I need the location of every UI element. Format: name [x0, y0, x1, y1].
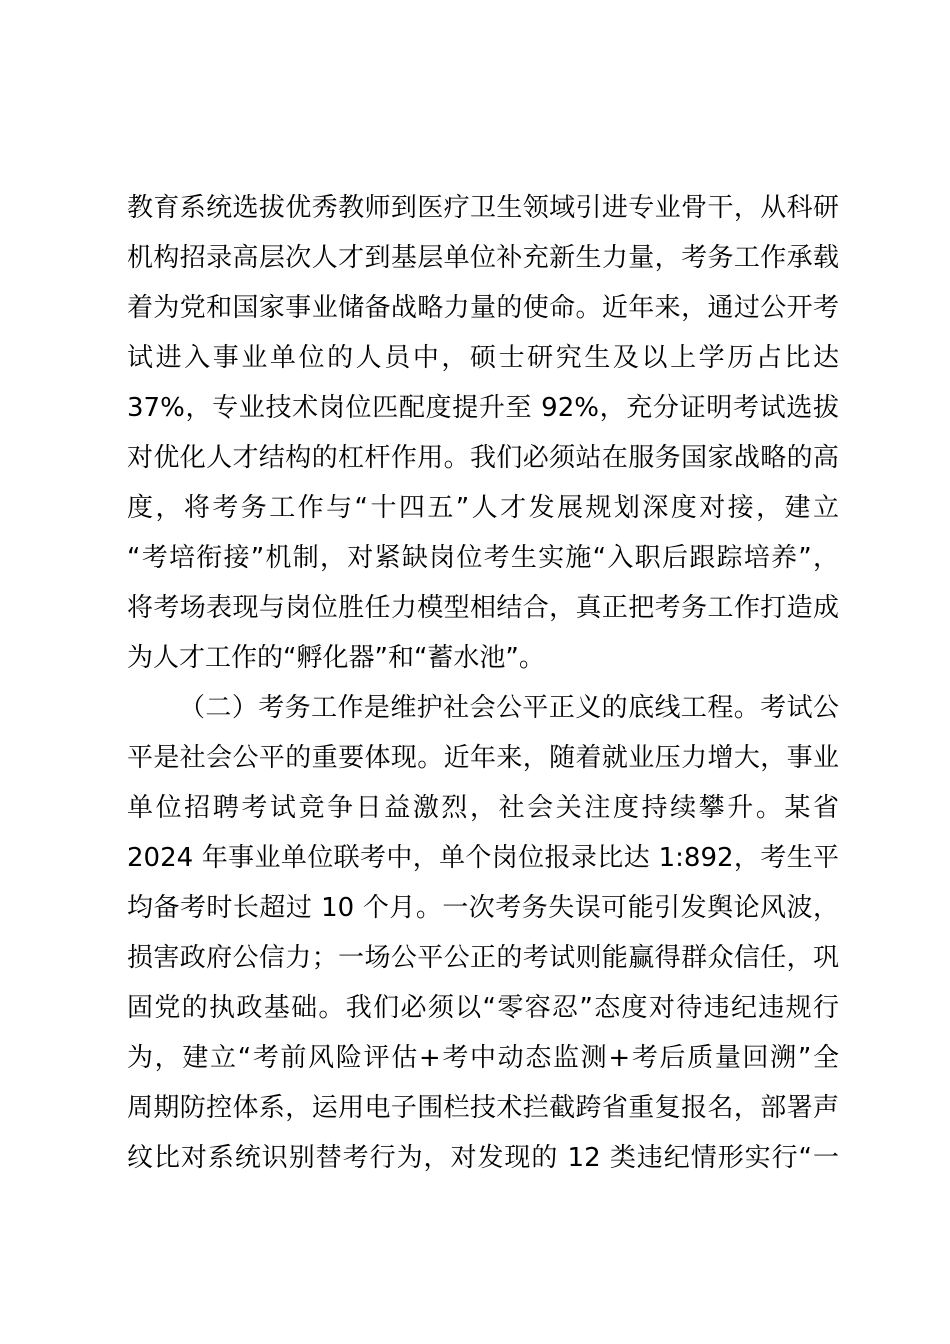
text-line: 试进入事业单位的人员中，硕士研究生及以上学历占比达 — [127, 343, 839, 373]
text-line: 2024 年事业单位联考中，单个岗位报录比达 1:892，考生平 — [127, 843, 839, 873]
text-line: 损害政府公信力；一场公平公正的考试则能赢得群众信任，巩 — [127, 943, 839, 973]
paragraph-talent-reserve — [127, 183, 839, 683]
text-line: 37%，专业技术岗位匹配度提升至 92%，充分证明考试选拔 — [127, 393, 839, 423]
text-line: 单位招聘考试竞争日益激烈，社会关注度持续攀升。某省 — [127, 793, 839, 823]
body-text — [127, 183, 839, 1183]
text-line: 平是社会公平的重要体现。近年来，随着就业压力增大，事业 — [127, 743, 839, 773]
text-line: 教育系统选拔优秀教师到医疗卫生领域引进专业骨干，从科研 — [127, 193, 839, 223]
text-line: “考培衔接”机制，对紧缺岗位考生实施“入职后跟踪培养”， — [127, 543, 839, 573]
paragraph-fairness-section — [127, 683, 839, 1183]
text-line: 为人才工作的“孵化器”和“蓄水池”。 — [127, 643, 545, 673]
text-line: 着为党和国家事业储备战略力量的使命。近年来，通过公开考 — [127, 293, 839, 323]
text-line: 周期防控体系，运用电子围栏技术拦截跨省重复报名，部署声 — [127, 1093, 839, 1123]
text-line: 固党的执政基础。我们必须以“零容忍”态度对待违纪违规行 — [127, 993, 839, 1023]
text-line: 纹比对系统识别替考行为，对发现的 12 类违纪情形实行“一 — [127, 1143, 839, 1173]
section-heading-line: （二）考务工作是维护社会公平正义的底线工程。考试公 — [179, 693, 839, 723]
text-line: 将考场表现与岗位胜任力模型相结合，真正把考务工作打造成 — [127, 593, 839, 623]
text-line: 为，建立“考前风险评估+考中动态监测+考后质量回溯”全 — [127, 1043, 839, 1073]
text-line: 度，将考务工作与“十四五”人才发展规划深度对接，建立 — [127, 493, 839, 523]
text-line: 机构招录高层次人才到基层单位补充新生力量，考务工作承载 — [127, 243, 839, 273]
text-line: 对优化人才结构的杠杆作用。我们必须站在服务国家战略的高 — [127, 443, 839, 473]
text-line: 均备考时长超过 10 个月。一次考务失误可能引发舆论风波， — [127, 893, 839, 923]
